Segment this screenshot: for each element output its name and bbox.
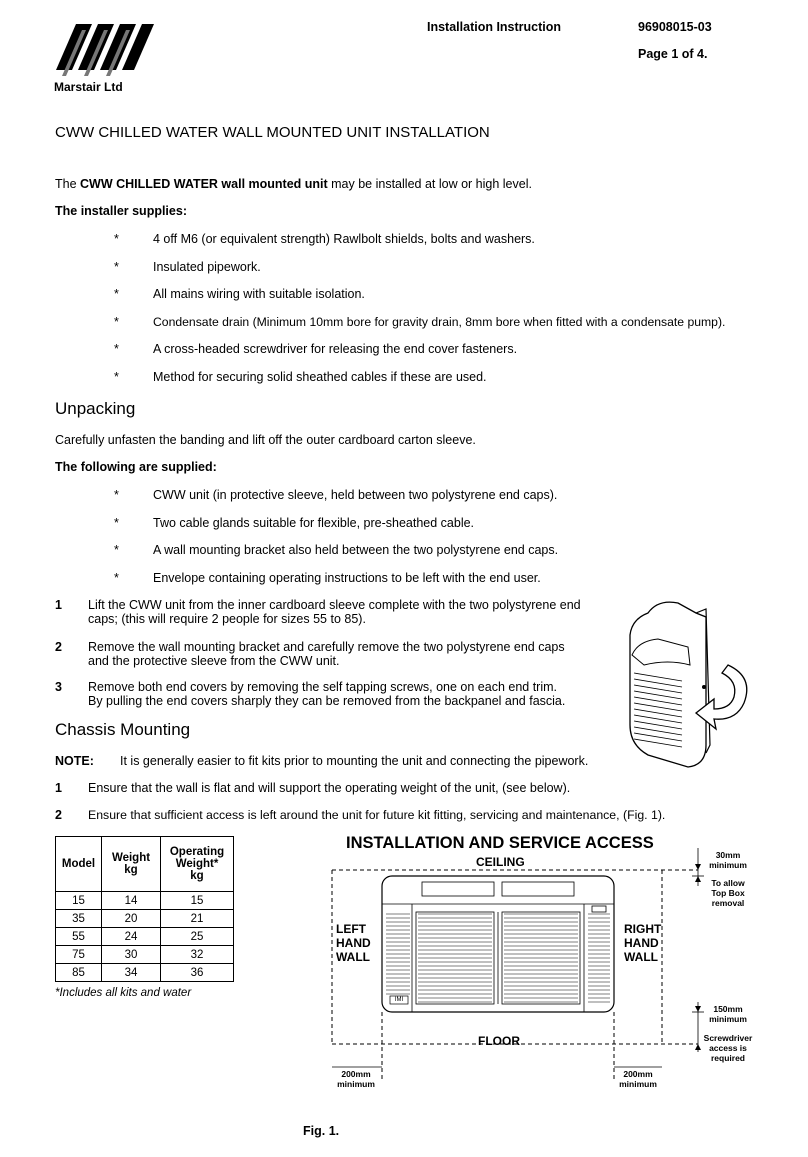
right-clearance-l1: 200mm bbox=[623, 1069, 653, 1079]
marstair-logo-icon bbox=[54, 18, 164, 78]
bottom-note-l2: access is bbox=[709, 1043, 747, 1053]
step-line: Lift the CWW unit from the inner cardboard sleeve complete with the two polystyrene end bbox=[88, 598, 581, 612]
step-number: 3 bbox=[55, 680, 62, 694]
intro-bold: CWW CHILLED WATER wall mounted unit bbox=[80, 177, 328, 191]
bottom-note-l3: required bbox=[710, 1053, 745, 1063]
step-line: caps; (this will require 2 people for sizes 55 to 85). bbox=[88, 612, 366, 626]
bullet: * bbox=[114, 232, 119, 246]
table-header-row bbox=[56, 837, 234, 892]
intro-post: may be installed at low or high level. bbox=[327, 177, 532, 191]
table-cell: 25 bbox=[161, 928, 234, 946]
unpack-step-2 bbox=[88, 640, 610, 668]
page-title: CWW CHILLED WATER WALL MOUNTED UNIT INSTALLATION bbox=[55, 124, 490, 141]
col-weight bbox=[102, 837, 161, 892]
installer-item: Insulated pipework. bbox=[153, 260, 261, 274]
col-op-l3: kg bbox=[190, 870, 204, 882]
company-name: Marstair Ltd bbox=[54, 80, 123, 94]
intro-pre: The bbox=[55, 177, 81, 191]
unpack-step-3 bbox=[88, 680, 618, 708]
installer-item: Method for securing solid sheathed cables if these are used. bbox=[153, 370, 487, 384]
table-cell: 55 bbox=[56, 928, 102, 946]
bottom-clearance bbox=[698, 1004, 758, 1024]
top-clearance-l1: 30mm bbox=[715, 850, 741, 860]
wall-unit-end-cover-icon bbox=[618, 595, 768, 775]
left-wall-l3: WALL bbox=[336, 950, 370, 964]
bullet: * bbox=[114, 370, 119, 384]
supplied-item: Envelope containing operating instructions to be left with the end user. bbox=[153, 571, 541, 585]
figure-caption: Fig. 1. bbox=[303, 1124, 340, 1138]
step-number: 1 bbox=[55, 598, 62, 612]
bullet: * bbox=[114, 287, 119, 301]
table-cell: 34 bbox=[102, 964, 161, 982]
supplied-item: A wall mounting bracket also held between the two polystyrene end caps. bbox=[153, 543, 559, 557]
table-footnote: *Includes all kits and water bbox=[55, 987, 192, 999]
table-cell: 85 bbox=[56, 964, 102, 982]
table-cell: 36 bbox=[161, 964, 234, 982]
top-note bbox=[698, 878, 758, 908]
weight-table bbox=[55, 836, 234, 982]
right-wall-label bbox=[624, 922, 661, 964]
top-note-l1: To allow bbox=[711, 878, 745, 888]
step-line: Remove both end covers by removing the self tapping screws, one on each end trim. bbox=[88, 680, 558, 694]
right-wall-l3: WALL bbox=[624, 950, 658, 964]
note-text: It is generally easier to fit kits prior to mounting the unit and connecting the pipework. bbox=[120, 754, 589, 768]
bullet: * bbox=[114, 315, 119, 329]
col-op-l1: Operating bbox=[169, 846, 225, 858]
table-row bbox=[56, 928, 234, 946]
bullet: * bbox=[114, 342, 119, 356]
table-row bbox=[56, 964, 234, 982]
installer-heading: The installer supplies: bbox=[55, 204, 187, 218]
right-clearance-l2: minimum bbox=[619, 1079, 657, 1089]
right-clearance bbox=[610, 1069, 666, 1089]
intro-paragraph bbox=[55, 177, 532, 192]
installer-item: All mains wiring with suitable isolation. bbox=[153, 287, 365, 301]
installation-figure bbox=[326, 832, 766, 1092]
table-cell: 24 bbox=[102, 928, 161, 946]
table-cell: 15 bbox=[161, 892, 234, 910]
step-line: and the protective sleeve from the CWW unit. bbox=[88, 654, 340, 668]
col-weight-l1: Weight bbox=[111, 852, 151, 864]
table-row bbox=[56, 892, 234, 910]
top-clearance-l2: minimum bbox=[709, 860, 747, 870]
installer-item: Condensate drain (Minimum 10mm bore for gravity drain, 8mm bore when fitted with a condensate pump). bbox=[153, 315, 726, 329]
col-operating-weight bbox=[161, 837, 234, 892]
bullet: * bbox=[114, 488, 119, 502]
bullet: * bbox=[114, 543, 119, 557]
table-cell: 75 bbox=[56, 946, 102, 964]
left-wall-l2: HAND bbox=[336, 936, 371, 950]
bottom-clearance-l2: minimum bbox=[709, 1014, 747, 1024]
col-weight-l2: kg bbox=[124, 864, 138, 876]
installer-item: A cross-headed screwdriver for releasing the end cover fasteners. bbox=[153, 342, 518, 356]
bullet: * bbox=[114, 571, 119, 585]
bottom-note-l1: Screwdriver bbox=[703, 1033, 753, 1043]
left-clearance-l2: minimum bbox=[337, 1079, 375, 1089]
table-cell: 32 bbox=[161, 946, 234, 964]
left-wall-l1: LEFT bbox=[336, 922, 366, 936]
table-cell: 14 bbox=[102, 892, 161, 910]
bullet: * bbox=[114, 260, 119, 274]
chassis-step-1: Ensure that the wall is flat and will support the operating weight of the unit, (see below). bbox=[88, 781, 571, 795]
bottom-clearance-l1: 150mm bbox=[713, 1004, 743, 1014]
step-number: 1 bbox=[55, 781, 62, 795]
table-cell: 21 bbox=[161, 910, 234, 928]
table-row bbox=[56, 946, 234, 964]
table-cell: 15 bbox=[56, 892, 102, 910]
unit-badge: IMI bbox=[394, 997, 404, 1003]
table-cell: 35 bbox=[56, 910, 102, 928]
step-line: By pulling the end covers sharply they can be removed from the backpanel and fascia. bbox=[88, 694, 566, 708]
page-number: Page 1 of 4. bbox=[638, 47, 708, 61]
supplied-heading: The following are supplied: bbox=[55, 460, 217, 474]
left-clearance bbox=[328, 1069, 384, 1089]
col-model: Model bbox=[56, 837, 102, 892]
unit-illustration bbox=[618, 595, 768, 775]
right-wall-l1: RIGHT bbox=[624, 922, 662, 936]
top-note-l3: removal bbox=[711, 898, 745, 908]
ceiling-label: CEILING bbox=[476, 855, 525, 869]
chassis-step-2: Ensure that sufficient access is left around the unit for future kit fitting, servicing and maintenance, (Fig. 1). bbox=[88, 808, 666, 822]
company-logo bbox=[54, 18, 164, 78]
table-row bbox=[56, 910, 234, 928]
floor-label: FLOOR bbox=[478, 1034, 520, 1048]
chassis-heading: Chassis Mounting bbox=[55, 720, 191, 739]
table-cell: 30 bbox=[102, 946, 161, 964]
bullet: * bbox=[114, 516, 119, 530]
step-number: 2 bbox=[55, 808, 62, 822]
step-number: 2 bbox=[55, 640, 62, 654]
supplied-item: CWW unit (in protective sleeve, held between two polystyrene end caps). bbox=[153, 488, 558, 502]
bottom-note bbox=[698, 1033, 758, 1063]
unpacking-heading: Unpacking bbox=[55, 399, 136, 418]
top-clearance bbox=[698, 850, 758, 870]
col-op-l2: Weight* bbox=[175, 858, 219, 870]
doc-number: 96908015-03 bbox=[638, 20, 712, 34]
table-cell: 20 bbox=[102, 910, 161, 928]
figure-title: INSTALLATION AND SERVICE ACCESS bbox=[346, 834, 654, 852]
unpack-step-1 bbox=[88, 598, 610, 626]
doc-type: Installation Instruction bbox=[427, 20, 562, 34]
left-clearance-l1: 200mm bbox=[341, 1069, 371, 1079]
supplied-item: Two cable glands suitable for flexible, pre-sheathed cable. bbox=[153, 516, 475, 530]
step-line: Remove the wall mounting bracket and carefully remove the two polystyrene end caps bbox=[88, 640, 565, 654]
left-wall-label bbox=[336, 922, 371, 964]
right-wall-l2: HAND bbox=[624, 936, 659, 950]
note-label: NOTE: bbox=[55, 754, 94, 768]
installer-item: 4 off M6 (or equivalent strength) Rawlbolt shields, bolts and washers. bbox=[153, 232, 535, 246]
unpacking-text: Carefully unfasten the banding and lift off the outer cardboard carton sleeve. bbox=[55, 433, 476, 447]
top-note-l2: Top Box bbox=[711, 888, 745, 898]
